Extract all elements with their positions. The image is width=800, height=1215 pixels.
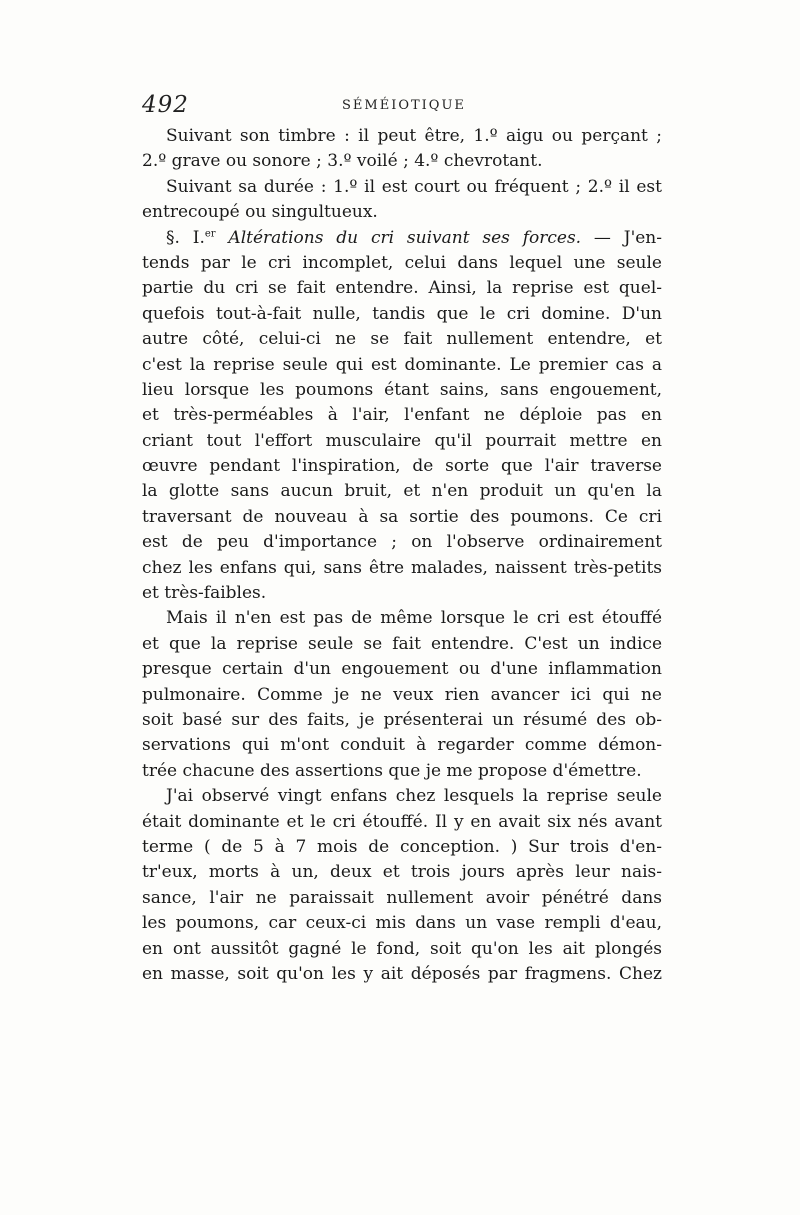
text-line: Suivant son timbre : il peut être, 1.º aigu ou perçant ;: [166, 126, 662, 146]
text-line: sance, l'air ne paraissait nullement avoir pénétré dans: [142, 887, 662, 908]
text-line: Mais il n'en est pas de même lorsque le cri est étouffé: [166, 608, 662, 629]
text-line: la glotte sans aucun bruit, et n'en produit un qu'en la: [142, 481, 662, 502]
text-line: et très-faibles.: [142, 583, 267, 604]
text-line: soit basé sur des faits, je présenterai un résumé des ob-: [142, 709, 662, 730]
body-text: [142, 124, 662, 987]
text-line: chez les enfans qui, sans être malades, naissent très-petits: [142, 557, 662, 578]
page-number: 492: [142, 92, 189, 118]
text-line: et très-perméables à l'air, l'enfant ne déploie pas en: [142, 405, 662, 426]
text-line: est de peu d'importance ; on l'observe ordinairement: [142, 532, 662, 553]
text-line: tr'eux, morts à un, deux et trois jours après leur nais-: [142, 862, 662, 883]
text-line: entrecoupé ou singultueux.: [142, 202, 378, 223]
text-line: les poumons, car ceux-ci mis dans un vase rempli d'eau,: [142, 913, 662, 934]
text-line: en ont aussitôt gagné le fond, soit qu'on les ait plongés: [142, 938, 662, 959]
section-mark: §. I.: [166, 227, 205, 248]
text-line: criant tout l'effort musculaire qu'il pourrait mettre en: [142, 430, 662, 451]
text-line: était dominante et le cri étouffé. Il y en avait six nés avant: [142, 811, 662, 832]
page-header: [142, 92, 662, 122]
text-line: J'ai observé vingt enfans chez lesquels la reprise seule: [166, 786, 662, 807]
running-head: SÉMÉIOTIQUE: [342, 98, 466, 113]
section-mark-superscript: er: [204, 227, 216, 239]
text-line: œuvre pendant l'inspiration, de sorte que l'air traverse: [142, 456, 662, 477]
text-line: traversant de nouveau à sa sortie des poumons. Ce cri: [142, 506, 662, 527]
text-line: lieu lorsque les poumons étant sains, sans engouement,: [142, 379, 662, 400]
section-continuation: — J'en-: [581, 227, 662, 248]
section-title: Altérations du cri suivant ses forces.: [228, 227, 582, 248]
text-line: partie du cri se fait entendre. Ainsi, la reprise est quel-: [142, 278, 662, 299]
text-line: c'est la reprise seule qui est dominante. Le premier cas a: [142, 354, 662, 375]
text-line: presque certain d'un engouement ou d'une inflammation: [142, 659, 662, 680]
text-line: 2.º grave ou sonore ; 3.º voilé ; 4.º chevrotant.: [142, 151, 543, 172]
text-line: Suivant sa durée : 1.º il est court ou fréquent ; 2.º il est: [166, 176, 662, 197]
section-heading-line: [142, 226, 662, 251]
text-line: quefois tout-à-fait nulle, tandis que le cri domine. D'un: [142, 303, 662, 324]
text-line: et que la reprise seule se fait entendre. C'est un indice: [142, 633, 662, 654]
text-line: trée chacune des assertions que je me propose d'émettre.: [142, 760, 642, 781]
text-line: en masse, soit qu'on les y ait déposés par fragmens. Chez: [142, 963, 662, 984]
text-line: servations qui m'ont conduit à regarder comme démon-: [142, 735, 662, 756]
text-line: pulmonaire. Comme je ne veux rien avancer ici qui ne: [142, 684, 662, 705]
text-line: tends par le cri incomplet, celui dans lequel une seule: [142, 252, 662, 273]
text-line: terme ( de 5 à 7 mois de conception. ) Sur trois d'en-: [142, 836, 662, 857]
text-line: autre côté, celui-ci ne se fait nullement entendre, et: [142, 329, 662, 350]
